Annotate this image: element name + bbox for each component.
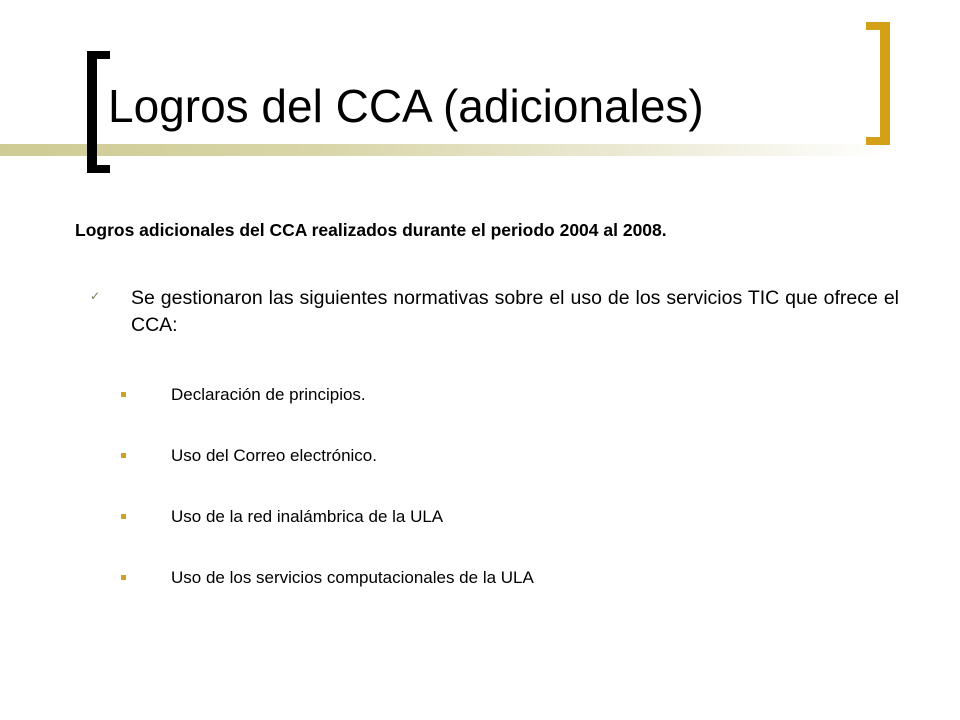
sub-item-label: Uso de los servicios computacionales de la ULA xyxy=(171,568,534,587)
square-bullet-icon xyxy=(121,453,126,458)
sub-item-label: Uso de la red inalámbrica de la ULA xyxy=(171,507,444,526)
intro-text: Logros adicionales del CCA realizados durante el periodo 2004 al 2008. xyxy=(75,220,667,240)
checkmark-icon: ✓ xyxy=(90,289,101,303)
check-item-text: Se gestionaron las siguientes normativas sobre el uso de los servicios TIC que ofrece el CCA: xyxy=(131,287,899,336)
title-underline-rule xyxy=(0,144,890,156)
square-bullet-icon xyxy=(121,392,126,397)
square-bullet-icon xyxy=(121,575,126,580)
slide-title: Logros del CCA (adicionales) xyxy=(108,80,704,132)
left-bracket-decoration xyxy=(87,51,110,173)
sub-item-label: Uso del Correo electrónico. xyxy=(171,446,377,465)
sub-item-label: Declaración de principios. xyxy=(171,385,366,404)
square-bullet-icon xyxy=(121,514,126,519)
right-bracket-decoration xyxy=(866,22,890,145)
